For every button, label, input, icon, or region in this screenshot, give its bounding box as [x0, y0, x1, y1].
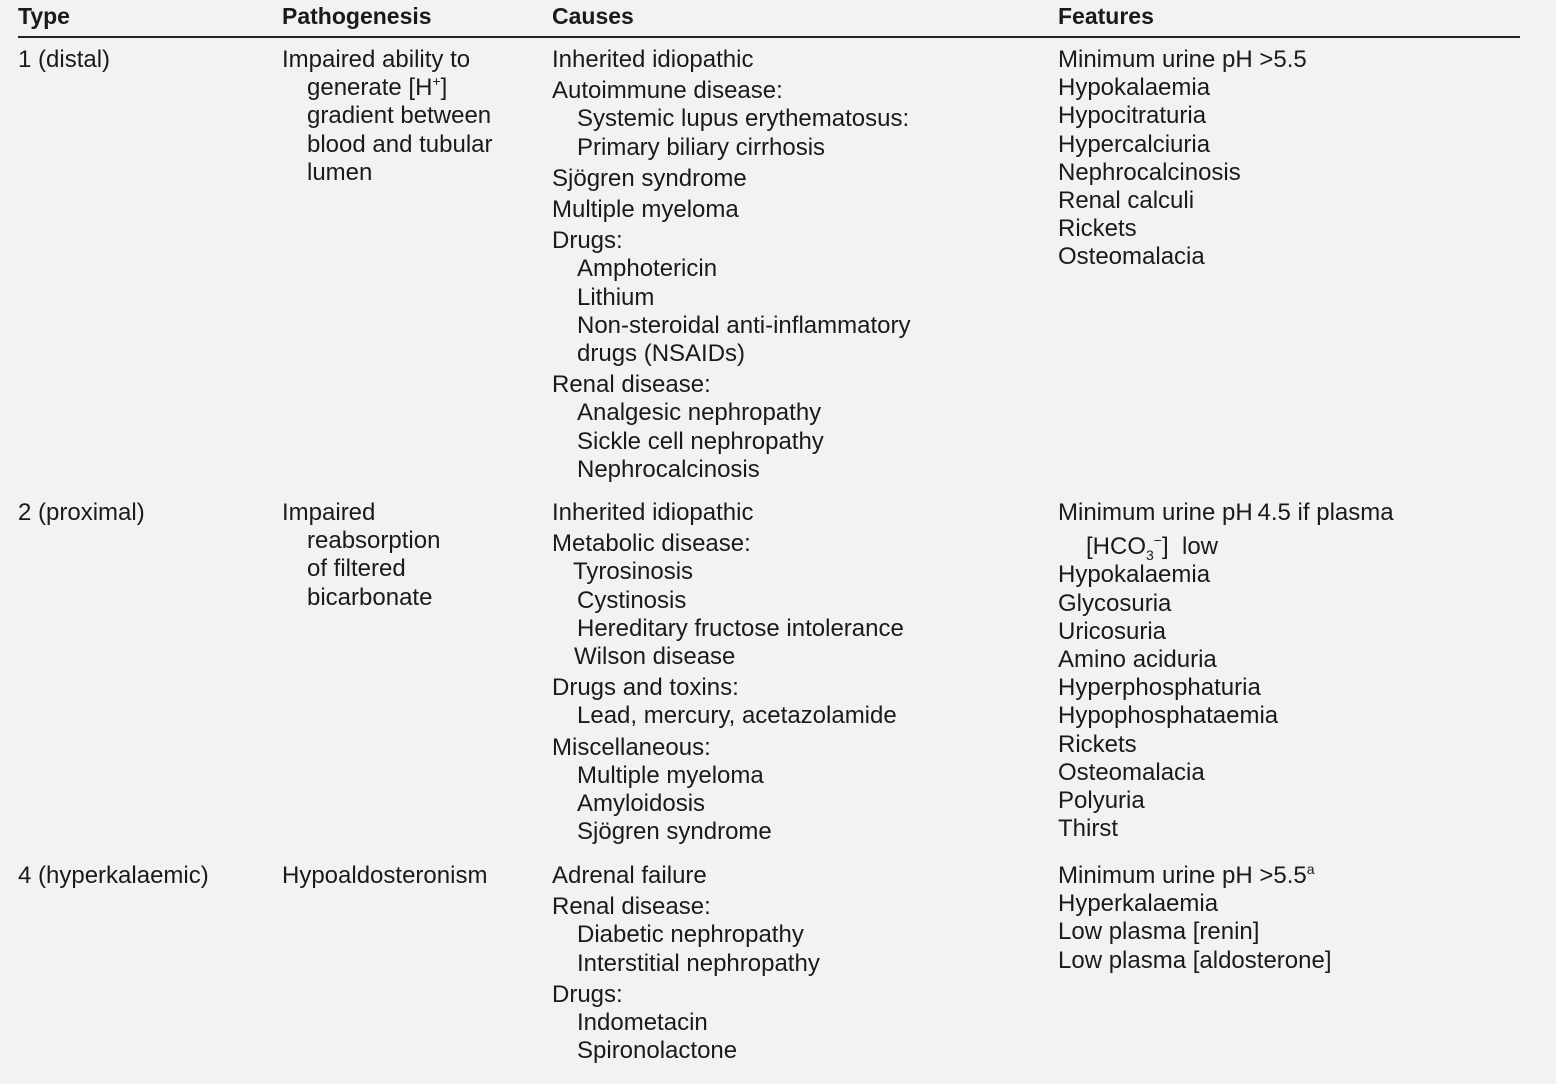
cause-group: Miscellaneous: Multiple myeloma Amyloidosis Sjögren syndrome: [552, 733, 772, 846]
header-rule: [18, 36, 1520, 38]
cell-features: Minimum urine pH >5.5 Hypokalaemia Hypocitraturia Hypercalciuria Nephrocalcinosis Renal calculi Rickets Osteomalacia: [1058, 46, 1307, 271]
cause-group: Drugs: Amphotericin Lithium Non-steroidal anti-inflammatory drugs (NSAIDs): [552, 227, 911, 368]
cell-pathogenesis: Hypoaldosteronism: [282, 862, 488, 889]
cause-group: Autoimmune disease: Systemic lupus erythematosus: Primary biliary cirrhosis: [552, 77, 910, 161]
cause-group: Drugs and toxins: Lead, mercury, acetazolamide: [552, 674, 897, 730]
cell-type: 2 (proximal): [18, 499, 145, 526]
cell-features: Minimum urine pH 4.5 if plasma $[HCO_3^-]$ low Hypokalaemia Glycosuria Uricosuria Amino aciduria Hyperphosphaturia Hypophosphataemia Rickets Osteomalacia Polyuria Thirst: [1058, 499, 1538, 843]
cause-group: Renal disease: Analgesic nephropathy Sickle cell nephropathy Nephrocalcinosis: [552, 371, 824, 483]
cause-group: Metabolic disease: Tyrosinosis Cystinosis Hereditary fructose intolerance Wilson disease: [552, 530, 904, 671]
cell-causes: [552, 46, 1042, 484]
header-type: Type: [18, 3, 70, 29]
cause-group: Adrenal failure: [552, 862, 707, 889]
cell-causes: [552, 499, 1042, 846]
cell-type: 4 (hyperkalaemic): [18, 862, 209, 889]
cause-group: Inherited idiopathic: [552, 499, 754, 526]
header-causes: Causes: [552, 3, 634, 29]
header-features: Features: [1058, 3, 1154, 29]
cause-group: Multiple myeloma: [552, 196, 739, 224]
cell-type: 1 (distal): [18, 46, 111, 73]
cell-pathogenesis: Impaired reabsorption of filtered bicarbonate: [282, 499, 441, 611]
cause-group: Renal disease: Diabetic nephropathy Interstitial nephropathy: [552, 893, 820, 977]
hco3-line: $[HCO_3^-]$ low: [1086, 532, 1218, 564]
cell-features: Minimum urine pH >5.5$^a$ Hyperkalaemia Low plasma [renin] Low plasma [aldosterone]: [1058, 861, 1332, 974]
cell-causes: [552, 862, 1042, 1065]
cell-pathogenesis: Impaired ability to generate [H+] gradient between blood and tubular lumen: [282, 46, 493, 186]
header-pathogenesis: Pathogenesis: [282, 3, 432, 29]
cause-group: Inherited idiopathic: [552, 46, 754, 73]
cause-group: Drugs: Indometacin Spironolactone: [552, 980, 738, 1065]
table-header: [0, 0, 1556, 34]
cause-group: Sjögren syndrome: [552, 164, 747, 192]
